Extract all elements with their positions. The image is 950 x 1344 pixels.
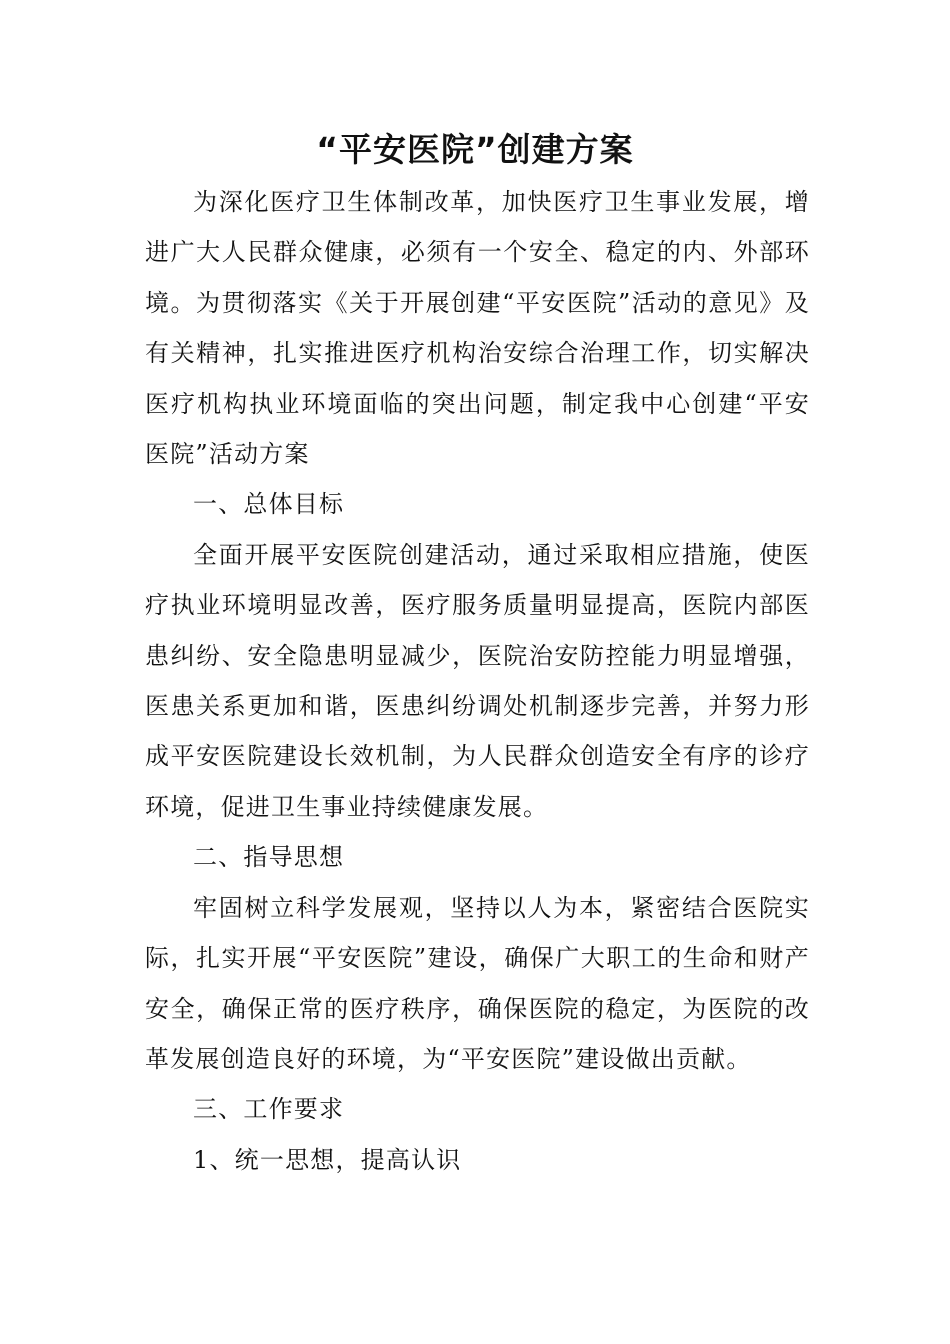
guiding-thought-paragraph: 牢固树立科学发展观，坚持以人为本，紧密结合医院实际，扎实开展“平安医院”建设，确保广大职工的生命和财产安全，确保正常的医疗秩序，确保医院的稳定，为医院的改革发展创造良好的环境，为“平安医院”建设做出贡献。 — [145, 893, 810, 1073]
document-title: “平安医院”创建方案 — [316, 130, 634, 169]
section-heading-guiding-thought: 二、指导思想 — [193, 843, 345, 872]
intro-paragraph: 为深化医疗卫生体制改革，加快医疗卫生事业发展，增进广大人民群众健康，必须有一个安全、稳定的内、外部环境。为贯彻落实《关于开展创建“平安医院”活动的意见》及有关精神，扎实推进医疗机构治安综合治理工作，切实解决医疗机构执业环境面临的突出问题，制定我中心创建“平安医院”活动方案 — [145, 188, 810, 469]
goals-paragraph: 全面开展平安医院创建活动，通过采取相应措施，使医疗执业环境明显改善，医疗服务质量明显提高，医院内部医患纠纷、安全隐患明显减少，医院治安防控能力明显增强，医患关系更加和谐，医患纠纷调处机制逐步完善，并努力形成平安医院建设长效机制，为人民群众创造安全有序的诊疗环境，促进卫生事业持续健康发展。 — [145, 540, 810, 821]
section-heading-goals: 一、总体目标 — [193, 490, 345, 519]
requirement-item-1: 1、统一思想，提高认识 — [193, 1145, 462, 1174]
section-heading-requirements: 三、工作要求 — [193, 1095, 345, 1124]
document-body — [145, 177, 810, 1185]
